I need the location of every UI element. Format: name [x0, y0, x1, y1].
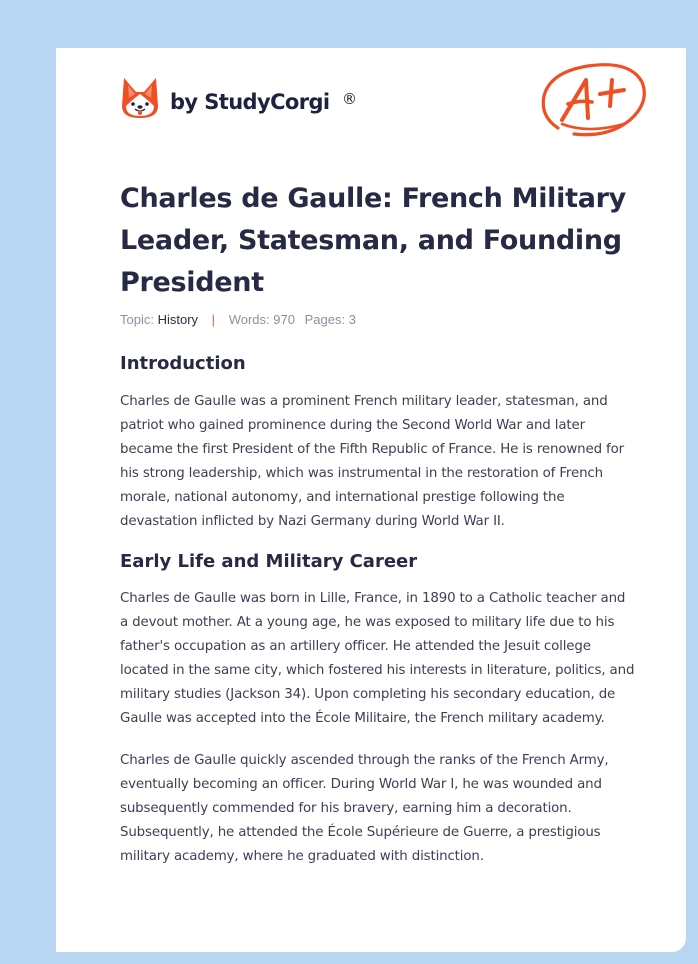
paragraph: Charles de Gaulle quickly ascended through the ranks of the French Army, eventually becoming an officer. During World War I, he was wounded and subsequently commended for his bravery, earning him a decoration. Subsequently, he attended the École Supérieure de Guerre, a prestigious military academy, where he graduated with distinction. [120, 753, 609, 864]
pages-label: Pages: [304, 312, 346, 327]
studycorgi-logo[interactable] [120, 76, 357, 120]
a-plus-grade-icon [538, 58, 650, 147]
document-page [56, 48, 686, 952]
paragraph: Charles de Gaulle was a prominent French military leader, statesman, and patriot who gained prominence during the Second World War and later became the first President of the Fifth Republic of France. He is renowned for his strong leadership, which was instrumental in the restoration of French morale, national autonomy, and international prestige following the devastation inflicted by Nazi Germany during World War II. [120, 394, 625, 529]
document-meta [120, 312, 356, 327]
section-heading: Introduction [120, 353, 246, 374]
words-label: Words: [228, 312, 270, 327]
document-body [120, 352, 635, 869]
meta-separator: | [211, 312, 216, 327]
corgi-icon [120, 76, 160, 120]
pages-count: 3 [348, 312, 356, 327]
topic-link[interactable]: History [157, 312, 199, 327]
section-early-life [120, 550, 635, 869]
registered-mark: ® [342, 90, 357, 108]
section-heading: Early Life and Military Career [120, 551, 418, 572]
paragraph: Charles de Gaulle was born in Lille, France, in 1890 to a Catholic teacher and a devout mother. At a young age, he was exposed to military life due to his father's occupation as an artillery officer. He attended the Jesuit college located in the same city, which fostered his interests in literature, politics, and military studies (Jackson 34). Upon completing his secondary education, de Gaulle was accepted into the École Militaire, the French military academy. [120, 591, 635, 726]
brand-name: by StudyCorgi [170, 90, 330, 114]
topic-label: Topic: [120, 312, 154, 327]
page-title: Charles de Gaulle: French Military Leader, Statesman, and Founding President [120, 183, 626, 298]
words-count: 970 [273, 312, 295, 327]
section-introduction [120, 352, 635, 534]
